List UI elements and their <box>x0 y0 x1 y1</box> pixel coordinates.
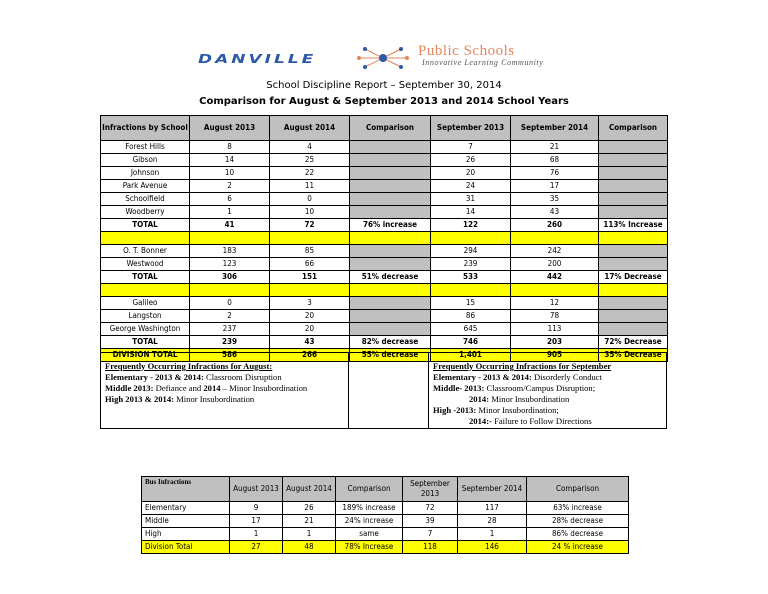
total-cell: 442 <box>511 271 599 284</box>
total-cell: 306 <box>190 271 270 284</box>
school-row <box>101 258 668 271</box>
table-cell: 10 <box>190 167 270 180</box>
table-cell: 78 <box>511 310 599 323</box>
column-header: September 2013 <box>403 477 458 502</box>
school-row <box>101 323 668 336</box>
spacer-row <box>101 232 668 245</box>
september-middle-2013: Middle- 2013: Classroom/Campus Disruption; <box>433 383 596 393</box>
table-cell: 242 <box>511 245 599 258</box>
table-cell: 1 <box>283 528 336 541</box>
school-name: Gibson <box>101 154 190 167</box>
table-cell: 24% increase <box>336 515 403 528</box>
column-header: August 2013 <box>230 477 283 502</box>
table-cell <box>350 258 431 271</box>
table-cell: 26 <box>431 154 511 167</box>
total-cell: 533 <box>431 271 511 284</box>
september-high-2013: High -2013: Minor Insubordination; <box>433 405 559 415</box>
column-header: Infractions by School <box>101 116 190 141</box>
level-name: Middle <box>142 515 230 528</box>
table-cell <box>599 258 668 271</box>
table-cell <box>599 193 668 206</box>
school-name: Woodberry <box>101 206 190 219</box>
august-heading: Frequently Occurring Infractions for August: <box>105 361 273 371</box>
table-cell <box>350 245 431 258</box>
table-cell <box>599 154 668 167</box>
school-infractions-table <box>100 115 668 362</box>
september-middle-2014: 2014: Minor Insubordination <box>469 394 570 404</box>
total-cell: 27 <box>230 541 283 554</box>
school-name: O. T. Bonner <box>101 245 190 258</box>
table-cell: 4 <box>270 141 350 154</box>
spacer-cell <box>511 284 599 297</box>
spacer-cell <box>599 284 668 297</box>
total-cell: TOTAL <box>101 219 190 232</box>
table-cell <box>350 310 431 323</box>
table-cell: 15 <box>431 297 511 310</box>
column-header: Comparison <box>350 116 431 141</box>
table-cell: 14 <box>431 206 511 219</box>
table-cell <box>599 141 668 154</box>
logo-name: DANVILLE <box>198 51 317 67</box>
total-cell: DIVISION TOTAL <box>101 349 190 362</box>
table-cell: 20 <box>431 167 511 180</box>
total-cell: 113% Increase <box>599 219 668 232</box>
notes-spacer <box>349 353 429 428</box>
level-name: High <box>142 528 230 541</box>
school-row <box>101 245 668 258</box>
table-cell: 21 <box>511 141 599 154</box>
total-cell: 1,401 <box>431 349 511 362</box>
report-title: School Discipline Report – September 30, 2014 <box>266 80 502 91</box>
table-cell: 28 <box>458 515 527 528</box>
august-high: High 2013 & 2014: Minor Insubordination <box>105 394 255 404</box>
september-notes <box>429 353 668 428</box>
school-name: Johnson <box>101 167 190 180</box>
total-cell: 82% decrease <box>350 336 431 349</box>
table-cell <box>599 323 668 336</box>
september-heading: Frequently Occurring Infractions for September <box>433 361 612 371</box>
table-cell: 14 <box>190 154 270 167</box>
column-header: Comparison <box>336 477 403 502</box>
total-cell: 260 <box>511 219 599 232</box>
column-header: September 2014 <box>511 116 599 141</box>
table-cell: 200 <box>511 258 599 271</box>
table-cell: 72 <box>403 502 458 515</box>
table-cell: 8 <box>190 141 270 154</box>
table-cell: 43 <box>511 206 599 219</box>
august-notes <box>101 353 349 428</box>
school-name: George Washington <box>101 323 190 336</box>
column-header: September 2013 <box>431 116 511 141</box>
table-cell: 26 <box>283 502 336 515</box>
spacer-cell <box>190 232 270 245</box>
school-row <box>101 193 668 206</box>
table-cell: 85 <box>270 245 350 258</box>
total-cell: TOTAL <box>101 271 190 284</box>
bus-row <box>142 515 629 528</box>
table-cell: 86% decrease <box>527 528 629 541</box>
total-cell: 24 % increase <box>527 541 629 554</box>
table-cell <box>599 167 668 180</box>
table-cell: 63% increase <box>527 502 629 515</box>
column-header: Comparison <box>599 116 668 141</box>
spacer-cell <box>511 232 599 245</box>
table-cell: 2 <box>190 180 270 193</box>
total-cell: 146 <box>458 541 527 554</box>
table-cell <box>599 245 668 258</box>
school-row <box>101 206 668 219</box>
table-cell: 117 <box>458 502 527 515</box>
school-name: Forest Hills <box>101 141 190 154</box>
spacer-cell <box>270 284 350 297</box>
spacer-cell <box>350 232 431 245</box>
table-cell: 3 <box>270 297 350 310</box>
table-cell: 189% increase <box>336 502 403 515</box>
table-cell <box>350 141 431 154</box>
level-name: Elementary <box>142 502 230 515</box>
spacer-row <box>101 284 668 297</box>
school-row <box>101 167 668 180</box>
total-cell: 203 <box>511 336 599 349</box>
total-cell: 78% Increase <box>336 541 403 554</box>
table-cell: 76 <box>511 167 599 180</box>
spacer-cell <box>599 232 668 245</box>
spacer-cell <box>101 232 190 245</box>
table-cell: 0 <box>270 193 350 206</box>
table-cell: 7 <box>403 528 458 541</box>
district-logo <box>195 43 575 73</box>
column-header: August 2014 <box>270 116 350 141</box>
network-icon <box>355 45 411 71</box>
table-cell: 17 <box>511 180 599 193</box>
table-cell: 12 <box>511 297 599 310</box>
table-cell: 113 <box>511 323 599 336</box>
table-cell: 9 <box>230 502 283 515</box>
bus-row <box>142 528 629 541</box>
division-total-row <box>142 541 629 554</box>
table-cell: 6 <box>190 193 270 206</box>
table-cell: 10 <box>270 206 350 219</box>
column-header: Comparison <box>527 477 629 502</box>
table-cell <box>350 167 431 180</box>
table-cell: 11 <box>270 180 350 193</box>
spacer-cell <box>431 284 511 297</box>
column-header: Bus Infractions <box>142 477 230 502</box>
total-cell: TOTAL <box>101 336 190 349</box>
table-cell: 66 <box>270 258 350 271</box>
table-cell: 17 <box>230 515 283 528</box>
table-cell: 1 <box>458 528 527 541</box>
total-cell: 76% increase <box>350 219 431 232</box>
bus-infractions-table <box>141 476 629 554</box>
table-cell: 183 <box>190 245 270 258</box>
school-name: Langston <box>101 310 190 323</box>
total-cell: 43 <box>270 336 350 349</box>
september-elementary: Elementary - 2013 & 2014: Disorderly Conduct <box>433 372 602 382</box>
table-cell: 294 <box>431 245 511 258</box>
header-row <box>101 116 668 141</box>
total-cell: 72 <box>270 219 350 232</box>
table-cell: 7 <box>431 141 511 154</box>
table-cell: 31 <box>431 193 511 206</box>
school-row <box>101 310 668 323</box>
header-row <box>142 477 629 502</box>
table-cell <box>599 297 668 310</box>
table-cell <box>350 297 431 310</box>
table-cell: 68 <box>511 154 599 167</box>
column-header: August 2014 <box>283 477 336 502</box>
table-cell: 20 <box>270 323 350 336</box>
school-name: Schoolfield <box>101 193 190 206</box>
table-cell: 123 <box>190 258 270 271</box>
total-cell: 72% Decrease <box>599 336 668 349</box>
table-cell: 24 <box>431 180 511 193</box>
table-cell: 25 <box>270 154 350 167</box>
total-row <box>101 219 668 232</box>
total-cell: 48 <box>283 541 336 554</box>
table-cell: 1 <box>230 528 283 541</box>
table-cell: 239 <box>431 258 511 271</box>
total-cell: 239 <box>190 336 270 349</box>
total-row <box>101 271 668 284</box>
school-row <box>101 297 668 310</box>
spacer-cell <box>350 284 431 297</box>
september-high-2014: 2014:- Failure to Follow Directions <box>469 416 592 426</box>
frequent-infractions-notes <box>100 352 667 429</box>
august-elementary: Elementary - 2013 & 2014: Classroom Disruption <box>105 372 282 382</box>
column-header: August 2013 <box>190 116 270 141</box>
total-cell: 35% Decrease <box>599 349 668 362</box>
table-cell: 39 <box>403 515 458 528</box>
table-cell: same <box>336 528 403 541</box>
school-name: Westwood <box>101 258 190 271</box>
report-subtitle: Comparison for August & September 2013 and 2014 School Years <box>199 96 569 107</box>
total-cell: 122 <box>431 219 511 232</box>
total-cell: 266 <box>270 349 350 362</box>
school-row <box>101 180 668 193</box>
total-cell: 151 <box>270 271 350 284</box>
spacer-cell <box>190 284 270 297</box>
table-cell: 0 <box>190 297 270 310</box>
table-cell <box>350 193 431 206</box>
table-cell: 20 <box>270 310 350 323</box>
school-name: Galileo <box>101 297 190 310</box>
column-header: September 2014 <box>458 477 527 502</box>
table-cell <box>350 154 431 167</box>
table-cell: 237 <box>190 323 270 336</box>
total-cell: Division Total <box>142 541 230 554</box>
total-cell: 905 <box>511 349 599 362</box>
table-cell: 645 <box>431 323 511 336</box>
logo-subtitle: Public Schools <box>418 43 515 59</box>
table-cell: 1 <box>190 206 270 219</box>
table-cell <box>599 310 668 323</box>
spacer-cell <box>270 232 350 245</box>
table-cell: 22 <box>270 167 350 180</box>
august-middle: Middle 2013: Defiance and 2014 – Minor Insubordination <box>105 383 308 393</box>
bus-row <box>142 502 629 515</box>
table-cell <box>350 206 431 219</box>
table-cell: 35 <box>511 193 599 206</box>
total-row <box>101 336 668 349</box>
total-cell: 17% Decrease <box>599 271 668 284</box>
school-name: Park Avenue <box>101 180 190 193</box>
table-cell: 86 <box>431 310 511 323</box>
table-cell <box>599 180 668 193</box>
table-cell: 2 <box>190 310 270 323</box>
school-row <box>101 141 668 154</box>
table-cell: 21 <box>283 515 336 528</box>
total-cell: 55% decrease <box>350 349 431 362</box>
total-cell: 118 <box>403 541 458 554</box>
total-cell: 51% decrease <box>350 271 431 284</box>
table-cell: 28% decrease <box>527 515 629 528</box>
school-row <box>101 154 668 167</box>
table-cell <box>599 206 668 219</box>
total-cell: 586 <box>190 349 270 362</box>
table-cell <box>350 180 431 193</box>
logo-tagline: Innovative Learning Community <box>422 58 544 67</box>
spacer-cell <box>431 232 511 245</box>
table-cell <box>350 323 431 336</box>
total-cell: 746 <box>431 336 511 349</box>
spacer-cell <box>101 284 190 297</box>
total-cell: 41 <box>190 219 270 232</box>
